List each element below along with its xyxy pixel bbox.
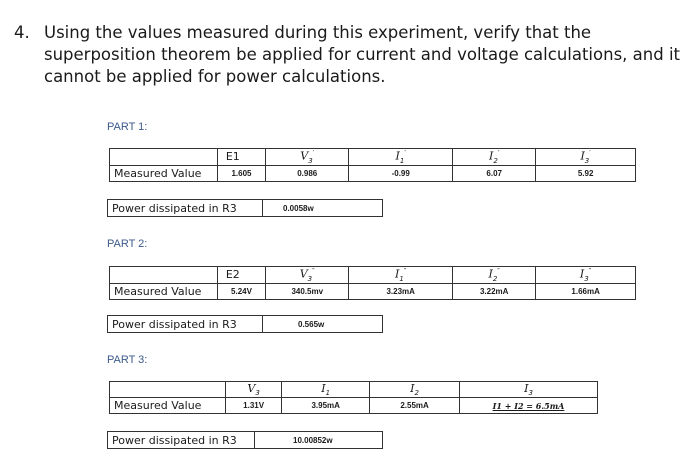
measured-value-label: Measured Value [110, 398, 226, 414]
header-v3-prime: $V_3'$ [266, 149, 349, 166]
part2-table [109, 266, 636, 300]
header-i1-double-prime: $I_1''$ [349, 267, 453, 284]
part2-title: PART 2: [107, 238, 148, 250]
header-i1: $I_1$ [282, 382, 370, 398]
header-i2-double-prime: $I_2''$ [453, 267, 536, 284]
value-i3-double-prime: 1.66mA [536, 283, 636, 299]
power-label: Power dissipated in R3 [108, 200, 263, 217]
header-i3-double-prime: $I_3''$ [536, 267, 636, 284]
value-i1: 3.95mA [282, 398, 370, 414]
header-e2: E2 [217, 267, 265, 284]
header-i1-prime: $I_1'$ [349, 149, 453, 166]
value-i2-prime: 6.07 [453, 165, 536, 181]
question-number: 4. [14, 23, 30, 42]
power-label: Power dissipated in R3 [108, 432, 255, 449]
blank-cell [110, 382, 226, 398]
header-v3-double-prime: $V_3''$ [266, 267, 349, 284]
power-value: 10.00852w [255, 432, 383, 449]
value-i2: 2.55mA [370, 398, 460, 414]
blank-cell [110, 267, 218, 284]
part3-table [109, 381, 598, 414]
power-value: 0.0058w [263, 200, 383, 217]
value-v3-prime: 0.986 [266, 165, 349, 181]
part1-table [109, 148, 636, 182]
value-i3-prime: 5.92 [536, 165, 636, 181]
part1-title: PART 1: [107, 121, 148, 133]
value-i1-double-prime: 3.23mA [349, 283, 453, 299]
header-i2-prime: $I_2'$ [453, 149, 536, 166]
part3-title: PART 3: [107, 354, 148, 366]
value-i3: I1 + I2 = 6.5mA [460, 398, 598, 414]
blank-cell [110, 149, 218, 166]
part1-power-table [107, 199, 383, 217]
measured-value-label: Measured Value [110, 165, 218, 181]
power-value: 0.565w [263, 316, 383, 333]
value-i2-double-prime: 3.22mA [453, 283, 536, 299]
header-i3: $I_3$ [460, 382, 598, 398]
value-v3-double-prime: 340.5mv [266, 283, 349, 299]
value-e2: 5.24V [217, 283, 265, 299]
header-i2: $I_2$ [370, 382, 460, 398]
value-v3: 1.31V [225, 398, 281, 414]
part2-power-table [107, 315, 383, 333]
measured-value-label: Measured Value [110, 283, 218, 299]
header-e1: E1 [217, 149, 265, 166]
question-text: Using the values measured during this experiment, verify that the superposition theorem be applied for current and voltage calculations, and it cannot be applied for power calculations. [44, 23, 680, 86]
value-e1: 1.605 [217, 165, 265, 181]
header-i3-prime: $I_3'$ [536, 149, 636, 166]
power-label: Power dissipated in R3 [108, 316, 263, 333]
part3-power-table [107, 431, 383, 449]
header-v3: $V_3$ [225, 382, 281, 398]
value-i1-prime: -0.99 [349, 165, 453, 181]
